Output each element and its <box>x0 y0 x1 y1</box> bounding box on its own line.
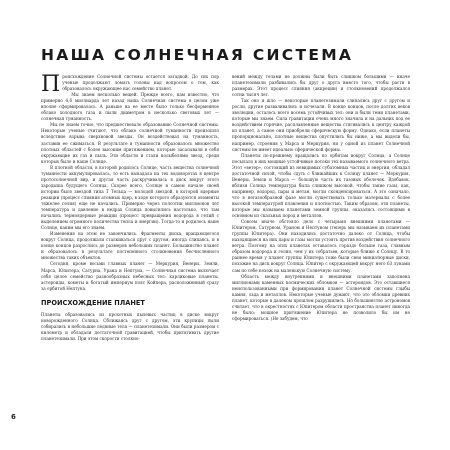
paragraph: Мы не знаем точно, что предшествовало образованию Солнечной системы. Некоторые ученые считают, что облако солнечной туманности произошло вследствие взрыва сверхновой звезды. Он воздействовал на туманность, заставив ее сжиматься. В результате в туманности образовалось множество плотных областей с более высоким притяжением, которые засасывали в себя окружающие их газ и пыль. Эти области и стали колыбелями звезд, среди которых было и наше Солнце. <box>41 122 219 164</box>
page-title: НАША СОЛНЕЧНАЯ СИСТЕМА <box>41 46 354 64</box>
paragraph: Сегодня, кроме восьми главных планет — Меркурия, Венеры, Земли, Марса, Юпитера, Сатурна, Урана и Нептуна, — Солнечная система включает себя целое семейство разнообразных небесных тел: карликовые планеты, астероиды, кометы и богатый империум пояс Койпера, расположенный сразу за орбитой Нептуна. <box>41 261 219 291</box>
paragraph: Область между внутренними и внешними планетами заполнена миллионами каменных космических обломков — астероидов. Это оставшиеся неиспользованными при формировании планет Солнечной системы глыбы камня, льда и металлов. Некоторые ученые думают, что это обломки древних планет, которые в далеком прошлом разрушились. Но большинство астрономов считает, что в окрестностях с Юпитером области пространства планет никогда не было: мощное притяжение Юпитера не позволило бы им не сформироваться. (Не забудем, что <box>232 273 410 321</box>
paragraph: Происхождение Солнечной системы остается загадкой. До сих пор ученые продолжают ломать головы над вопросом о том, как образовалось окружающее нас семейство планет. <box>41 74 219 97</box>
paragraph: Мы знаем несколько вещей. Прежде всего, нам известно, что примерно 4,6 миллиарда лет назад наша Солнечная система в целом уже вполне сформировалась. А раньше на ее месте было только бесформенное облако холодного газа и пыли диаметром в несколько световых лет — солнечная туманность. <box>41 92 219 122</box>
paragraph: Так оно и шло — некоторые планетезимали слипались друг с другом и росли, другие разваливались и исчезали. В конце концов, после долгих веков эволюции, осталось всего восемь устойчивых тел: они и были теми планетами, которые мы знаем. Сила гравитации очень много значила и на дальних под ее воздействием горячие, расплавленные вещества стягивались к центру каждой из планет, а самое они приобрели сферическую форму. Однако, если планеты пропорционально, плотные вещества опустились бы ниже, а мы видели бы, например, строения у Марса и Меркурия, ни у одной из планет Солнечной системы не имеет идеально сферической формы. <box>232 98 410 152</box>
paragraph: вений между телами не должны были быть слишком большими — иначе планетезимали разбивались бы друг о друга вместо того, чтобы расти в размерах. Этот процесс слияния (аккреции) и столкновений продолжался сотни тысяч лет. <box>232 74 410 98</box>
paragraph: Планеты по-прежнему вращались по орбитам вокруг Солнца, а Солнце посылало в них мощные устойчивые потоки тех называемого солнечного ветра. Этот «ветер», состоящий из невидимых субатомных частиц и энергии, обладал достаточной силой, чтобы сдуть с ближайших к Солнцу планет — Меркурия, Венеры, Земли и Марса — большую часть их газовых оболочек. Вдобавок, вблизи Солнца температура была слишком высокой, чтобы такие газы, как, например, водород, пары и метан, могли сконденсироваться. А это означало, что в негазообразной фазе могли существовать только материалы с более высокой температурой плавления и плотностью. Таким образом, эти планеты, которые мы называем планетами земной группы, оказались состоящими в основном из скальных пород и металлов. <box>232 152 410 219</box>
left-column <box>41 74 219 419</box>
page-number: 6 <box>11 413 16 421</box>
right-column <box>232 74 410 419</box>
paragraph: Изменения на этом не закончились. Фрагменты диска, вращающегося вокруг Солнца, продолжали сталкиваться друг с другом, иногда слипаясь, и в конце концов разрослись до размеров небольших планет. Большинство планет и образовалось в результате постепенного столкновения бесчисленного множества таких объектов. <box>41 231 219 261</box>
section-heading: ПРОИСХОЖДЕНИЕ ПЛАНЕТ <box>41 298 145 307</box>
paragraph: Совсем иначе обстояло дело с четырьмя внешними планетами — Юпитером, Сатурном, Ураном и Нептуном (теперь мы называем их планетами группы Юпитера). Они находились достаточно далеко от Солнца, чтобы находящиеся на них пары и газы могли устоять против воздействия солнечного ветра. Поэтому на этих планетах оставалось гораздо больше газа, главным образом водорода и гелия, чем у их собратьев, которые ближе к Солнцу. В то раннее время у планет группы Юпитера тоже были свои миниатюрные диски, похожие на диск вокруг Солнца. Юпитер с окружающей вокруг него 63 лунами сам по себе похож на маленькую Солнечную систему. <box>232 219 410 273</box>
paragraph: Планеты образовались из крохотных пылевых частиц в диске вокруг новорожденного Солнца. Сближаясь друг с другом, эти крупицы пыли собирались в небольшие ледяные тела — планетезимали. Они были размером с километр и обладали достаточной гравитацией, чтобы притягивать другие планетезимали. При этом скорости столкно- <box>41 311 219 341</box>
paragraph: В плотной области, в которой родилось Солнце, часть вещества солнечной туманности аккумулировалась, то есть выпадала на тех водоворотах в центре протосолнечной вир, и другая часть раскручивалась в диск вокруг этого зародыша будущего Солнца. Скорее всего, Солнце в самом начале своей истории было звездой типа T Тельца — молодой звездой, в которой ядерные реакции (процесс слияния атомных ядер, в ходе которого образуются элементы тяжелее гелия) еще не начались. Примерно через полсотни миллионов лет температура и давление в недрах Солнца повысились настолько, что там начались термоядерные реакции (процесс превращения водорода в гелий с выделением огромного количества тепла и энергии). Тогда-то и родилось наше Солнце, каким мы его знаем. <box>41 164 219 231</box>
